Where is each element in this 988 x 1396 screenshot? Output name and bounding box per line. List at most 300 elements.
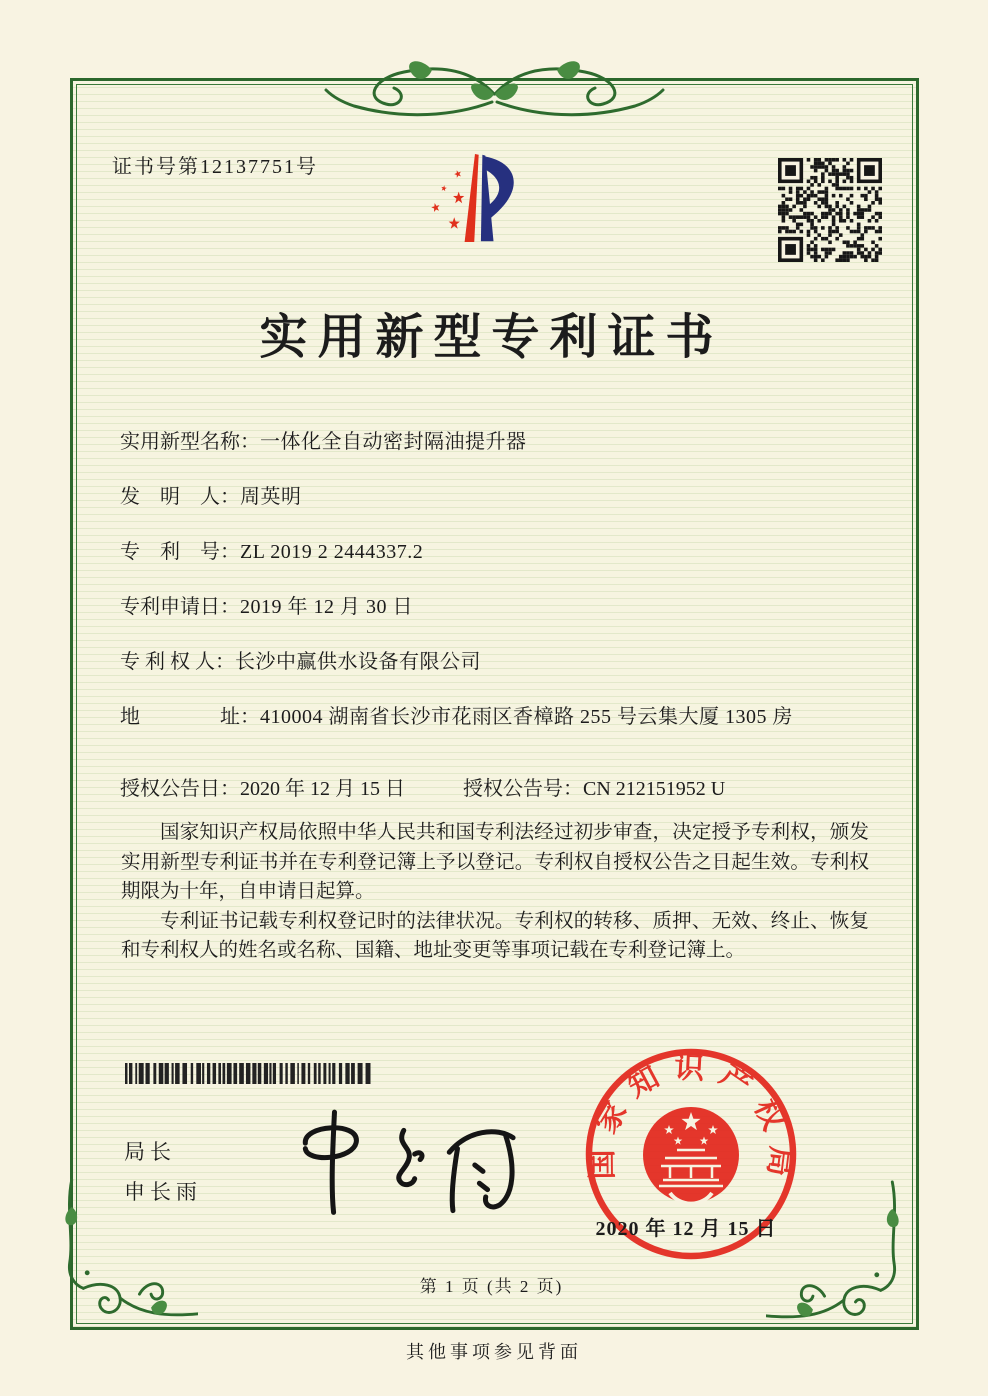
module bbox=[850, 251, 854, 255]
module bbox=[825, 251, 829, 255]
module bbox=[821, 258, 825, 262]
module bbox=[871, 215, 875, 219]
module bbox=[857, 248, 861, 252]
module bbox=[778, 226, 782, 230]
module bbox=[125, 1063, 128, 1084]
module bbox=[800, 194, 804, 198]
module bbox=[871, 201, 875, 205]
module bbox=[368, 1063, 371, 1084]
module bbox=[839, 233, 843, 237]
module bbox=[828, 158, 832, 162]
module bbox=[846, 244, 850, 248]
module bbox=[828, 230, 832, 234]
field-label: 地 址： bbox=[120, 706, 260, 728]
module bbox=[864, 187, 868, 191]
module bbox=[789, 190, 793, 194]
field-row-patentee bbox=[120, 648, 793, 676]
module bbox=[828, 205, 832, 209]
module bbox=[803, 190, 807, 194]
module bbox=[846, 212, 850, 216]
module bbox=[814, 244, 818, 248]
module bbox=[864, 197, 868, 201]
module bbox=[843, 180, 847, 184]
field-row-filing-date bbox=[120, 593, 793, 621]
module bbox=[846, 255, 850, 259]
handwritten-signature bbox=[278, 1098, 524, 1222]
module bbox=[308, 1063, 310, 1084]
module bbox=[792, 215, 796, 219]
module bbox=[810, 212, 814, 216]
module bbox=[800, 208, 804, 212]
module bbox=[864, 258, 868, 262]
module bbox=[290, 1063, 295, 1084]
module bbox=[857, 212, 861, 216]
module bbox=[223, 1063, 226, 1084]
module bbox=[832, 208, 836, 212]
module bbox=[821, 180, 825, 184]
module bbox=[828, 212, 832, 216]
module bbox=[807, 187, 811, 191]
spacer bbox=[405, 772, 463, 801]
module bbox=[814, 215, 818, 219]
module bbox=[785, 197, 789, 201]
module bbox=[807, 197, 811, 201]
module bbox=[821, 248, 825, 252]
module bbox=[878, 251, 882, 255]
module bbox=[792, 219, 796, 223]
certificate-title: 实用新型专利证书 bbox=[259, 311, 724, 364]
module bbox=[796, 197, 800, 201]
module bbox=[864, 208, 868, 212]
module bbox=[835, 172, 839, 176]
module bbox=[803, 212, 807, 216]
module bbox=[821, 190, 825, 194]
module bbox=[796, 187, 800, 191]
module bbox=[857, 237, 861, 241]
module bbox=[871, 248, 875, 252]
module bbox=[785, 212, 789, 216]
module bbox=[825, 187, 829, 191]
module bbox=[871, 258, 875, 262]
module bbox=[878, 187, 882, 191]
module bbox=[828, 226, 832, 230]
legal-paragraph-2: 专利证书记载专利权登记时的法律状况。专利权的转移、质押、无效、终止、恢复和专利权人的姓名或名称、国籍、地址变更等事项记载在专利登记簿上。 bbox=[121, 910, 869, 961]
module bbox=[868, 219, 872, 223]
field-list bbox=[120, 428, 793, 758]
module bbox=[821, 165, 825, 169]
module bbox=[782, 201, 786, 205]
module bbox=[878, 248, 882, 252]
module bbox=[165, 1063, 169, 1084]
module bbox=[864, 226, 868, 230]
module bbox=[807, 244, 811, 248]
module bbox=[835, 258, 839, 262]
seal-date: 2020 年 12 月 15 日 bbox=[595, 1218, 777, 1240]
module bbox=[817, 197, 821, 201]
module bbox=[814, 165, 818, 169]
module bbox=[810, 226, 814, 230]
module bbox=[857, 226, 861, 230]
module bbox=[825, 197, 829, 201]
module bbox=[202, 1063, 204, 1084]
module bbox=[860, 215, 864, 219]
module bbox=[832, 183, 836, 187]
module bbox=[868, 208, 872, 212]
module bbox=[878, 230, 882, 234]
module bbox=[821, 201, 825, 205]
module bbox=[875, 212, 879, 216]
module bbox=[800, 223, 804, 227]
module bbox=[875, 219, 879, 223]
module bbox=[832, 194, 836, 198]
grant-date-value: 2020 年 12 月 15 日 bbox=[240, 778, 405, 800]
module bbox=[796, 226, 800, 230]
module bbox=[832, 219, 836, 223]
module bbox=[839, 172, 843, 176]
module bbox=[860, 212, 864, 216]
module bbox=[803, 197, 807, 201]
module bbox=[832, 223, 836, 227]
module bbox=[850, 158, 854, 162]
module bbox=[832, 158, 836, 162]
field-label: 专利申请日： bbox=[120, 596, 240, 618]
module bbox=[846, 258, 850, 262]
commissioner-name: 申长雨 bbox=[124, 1180, 202, 1204]
module bbox=[843, 258, 847, 262]
module bbox=[828, 208, 832, 212]
module bbox=[339, 1063, 342, 1084]
module bbox=[835, 237, 839, 241]
module bbox=[800, 187, 804, 191]
module bbox=[846, 251, 850, 255]
module bbox=[868, 205, 872, 209]
star-icon bbox=[454, 170, 461, 178]
module bbox=[817, 205, 821, 209]
module bbox=[782, 212, 786, 216]
module bbox=[878, 215, 882, 219]
module bbox=[817, 183, 821, 187]
module bbox=[846, 187, 850, 191]
module bbox=[789, 197, 793, 201]
module bbox=[297, 1063, 299, 1084]
module bbox=[839, 255, 843, 259]
module bbox=[825, 248, 829, 252]
field-value: 2019 年 12 月 30 日 bbox=[240, 596, 413, 618]
module bbox=[810, 223, 814, 227]
module bbox=[807, 215, 811, 219]
module bbox=[814, 258, 818, 262]
star-icon bbox=[441, 185, 447, 191]
module bbox=[285, 1063, 287, 1084]
module bbox=[817, 219, 821, 223]
field-label: 专 利 号： bbox=[120, 541, 240, 563]
module bbox=[857, 251, 861, 255]
module bbox=[868, 251, 872, 255]
module bbox=[227, 1063, 232, 1084]
module bbox=[878, 201, 882, 205]
module bbox=[817, 190, 821, 194]
module bbox=[778, 187, 782, 191]
module bbox=[810, 219, 814, 223]
module bbox=[835, 176, 839, 180]
module bbox=[850, 219, 854, 223]
module bbox=[828, 172, 832, 176]
module bbox=[835, 169, 839, 173]
module bbox=[864, 194, 868, 198]
module bbox=[857, 205, 861, 209]
module bbox=[846, 172, 850, 176]
certificate-number: 证书号第12137751号 bbox=[112, 156, 318, 178]
module bbox=[857, 244, 861, 248]
field-value: 一体化全自动密封隔油提升器 bbox=[260, 431, 527, 453]
module bbox=[878, 237, 882, 241]
module bbox=[825, 158, 829, 162]
module bbox=[846, 176, 850, 180]
module bbox=[828, 251, 832, 255]
module bbox=[839, 215, 843, 219]
module bbox=[878, 226, 882, 230]
module bbox=[878, 212, 882, 216]
module bbox=[159, 1063, 164, 1084]
module bbox=[828, 233, 832, 237]
module bbox=[843, 205, 847, 209]
module bbox=[814, 251, 818, 255]
module bbox=[345, 1063, 349, 1084]
module bbox=[814, 180, 818, 184]
module bbox=[875, 258, 879, 262]
grant-number-pair bbox=[463, 772, 725, 801]
field-value: 周英明 bbox=[240, 486, 302, 508]
module bbox=[358, 1063, 363, 1084]
module bbox=[843, 165, 847, 169]
module bbox=[850, 169, 854, 173]
module bbox=[814, 169, 818, 173]
module bbox=[807, 248, 811, 252]
module bbox=[860, 208, 864, 212]
grant-number-label: 授权公告号： bbox=[463, 778, 583, 800]
grant-date-label: 授权公告日： bbox=[120, 778, 240, 800]
commissioner-title: 局长 bbox=[124, 1140, 176, 1164]
module bbox=[807, 212, 811, 216]
module bbox=[778, 230, 782, 234]
module bbox=[792, 205, 796, 209]
module bbox=[785, 208, 789, 212]
module bbox=[843, 172, 847, 176]
field-row-inventor bbox=[120, 483, 793, 511]
module bbox=[868, 190, 872, 194]
module bbox=[828, 248, 832, 252]
module bbox=[832, 248, 836, 252]
module bbox=[835, 212, 839, 216]
module bbox=[850, 201, 854, 205]
module bbox=[785, 230, 789, 234]
module bbox=[857, 187, 861, 191]
module bbox=[175, 1063, 180, 1084]
module bbox=[785, 205, 789, 209]
module bbox=[153, 1063, 156, 1084]
grant-announcement-row bbox=[120, 772, 725, 801]
module bbox=[800, 215, 804, 219]
module bbox=[817, 158, 821, 162]
module bbox=[814, 230, 818, 234]
star-icon bbox=[449, 217, 460, 229]
module bbox=[332, 1063, 335, 1084]
module bbox=[843, 240, 847, 244]
module bbox=[810, 248, 814, 252]
module bbox=[817, 162, 821, 166]
module bbox=[875, 255, 879, 259]
module bbox=[875, 197, 879, 201]
module bbox=[817, 233, 821, 237]
module bbox=[814, 248, 818, 252]
module bbox=[828, 180, 832, 184]
module bbox=[800, 230, 804, 234]
module bbox=[821, 197, 825, 201]
module bbox=[860, 244, 864, 248]
module bbox=[807, 230, 811, 234]
module bbox=[832, 215, 836, 219]
module bbox=[839, 194, 843, 198]
legal-text-block bbox=[121, 818, 869, 966]
module bbox=[825, 205, 829, 209]
module bbox=[803, 205, 807, 209]
module bbox=[239, 1063, 244, 1084]
module bbox=[789, 230, 793, 234]
module bbox=[871, 187, 875, 191]
module bbox=[264, 1063, 268, 1084]
module bbox=[860, 251, 864, 255]
module bbox=[843, 255, 847, 259]
cnipa-logo-icon bbox=[412, 146, 575, 266]
module bbox=[839, 187, 843, 191]
module bbox=[796, 201, 800, 205]
module bbox=[782, 215, 786, 219]
module bbox=[846, 215, 850, 219]
seal-ring-text: 国家知识产权局 bbox=[585, 1051, 798, 1192]
module bbox=[857, 223, 861, 227]
module bbox=[843, 219, 847, 223]
module bbox=[868, 255, 872, 259]
module bbox=[172, 1063, 174, 1084]
module bbox=[182, 1063, 187, 1084]
logo-red-wedge bbox=[465, 154, 479, 242]
grant-number-value: CN 212151952 U bbox=[583, 778, 726, 800]
module bbox=[218, 1063, 221, 1084]
module bbox=[323, 1063, 326, 1084]
module bbox=[821, 215, 825, 219]
module bbox=[871, 226, 875, 230]
module bbox=[875, 230, 879, 234]
module bbox=[789, 208, 793, 212]
module bbox=[850, 244, 854, 248]
module bbox=[846, 169, 850, 173]
module bbox=[853, 255, 857, 259]
module bbox=[839, 219, 843, 223]
module bbox=[196, 1063, 201, 1084]
module bbox=[821, 162, 825, 166]
module bbox=[318, 1063, 320, 1084]
module bbox=[778, 205, 782, 209]
module bbox=[807, 219, 811, 223]
module bbox=[825, 165, 829, 169]
module bbox=[860, 194, 864, 198]
field-label: 实用新型名称： bbox=[120, 431, 260, 453]
module bbox=[810, 255, 814, 259]
module bbox=[814, 176, 818, 180]
field-label: 专 利 权 人： bbox=[120, 651, 235, 673]
module bbox=[233, 1063, 237, 1084]
field-value: ZL 2019 2 2444337.2 bbox=[240, 541, 424, 563]
module bbox=[246, 1063, 250, 1084]
module bbox=[782, 194, 786, 198]
module bbox=[821, 176, 825, 180]
module bbox=[814, 201, 818, 205]
module bbox=[853, 230, 857, 234]
module bbox=[800, 201, 804, 205]
module bbox=[796, 215, 800, 219]
module bbox=[782, 226, 786, 230]
module bbox=[792, 230, 796, 234]
module bbox=[835, 226, 839, 230]
module bbox=[273, 1063, 276, 1084]
module bbox=[129, 1063, 132, 1084]
module bbox=[846, 226, 850, 230]
module bbox=[301, 1063, 305, 1084]
module bbox=[789, 187, 793, 191]
module bbox=[828, 240, 832, 244]
grant-date-pair bbox=[120, 772, 405, 801]
module bbox=[835, 183, 839, 187]
module bbox=[850, 255, 854, 259]
module bbox=[803, 201, 807, 205]
module bbox=[864, 230, 868, 234]
module bbox=[857, 230, 861, 234]
module bbox=[860, 233, 864, 237]
module bbox=[835, 158, 839, 162]
module bbox=[825, 212, 829, 216]
barcode bbox=[125, 1063, 371, 1084]
module bbox=[825, 237, 829, 241]
module bbox=[821, 226, 825, 230]
module bbox=[835, 180, 839, 184]
module bbox=[825, 255, 829, 259]
module bbox=[832, 165, 836, 169]
module bbox=[810, 194, 814, 198]
module bbox=[853, 240, 857, 244]
module bbox=[814, 255, 818, 259]
module bbox=[782, 219, 786, 223]
module bbox=[139, 1063, 144, 1084]
module bbox=[207, 1063, 210, 1084]
module bbox=[785, 165, 796, 176]
module bbox=[864, 248, 868, 252]
module bbox=[807, 251, 811, 255]
module bbox=[860, 237, 864, 241]
module bbox=[145, 1063, 149, 1084]
module bbox=[864, 255, 868, 259]
module bbox=[814, 158, 818, 162]
module bbox=[269, 1063, 271, 1084]
module bbox=[814, 162, 818, 166]
module bbox=[850, 187, 854, 191]
module bbox=[846, 240, 850, 244]
module bbox=[821, 212, 825, 216]
module bbox=[135, 1063, 137, 1084]
module bbox=[878, 197, 882, 201]
module bbox=[782, 208, 786, 212]
module bbox=[258, 1063, 262, 1084]
module bbox=[817, 255, 821, 259]
